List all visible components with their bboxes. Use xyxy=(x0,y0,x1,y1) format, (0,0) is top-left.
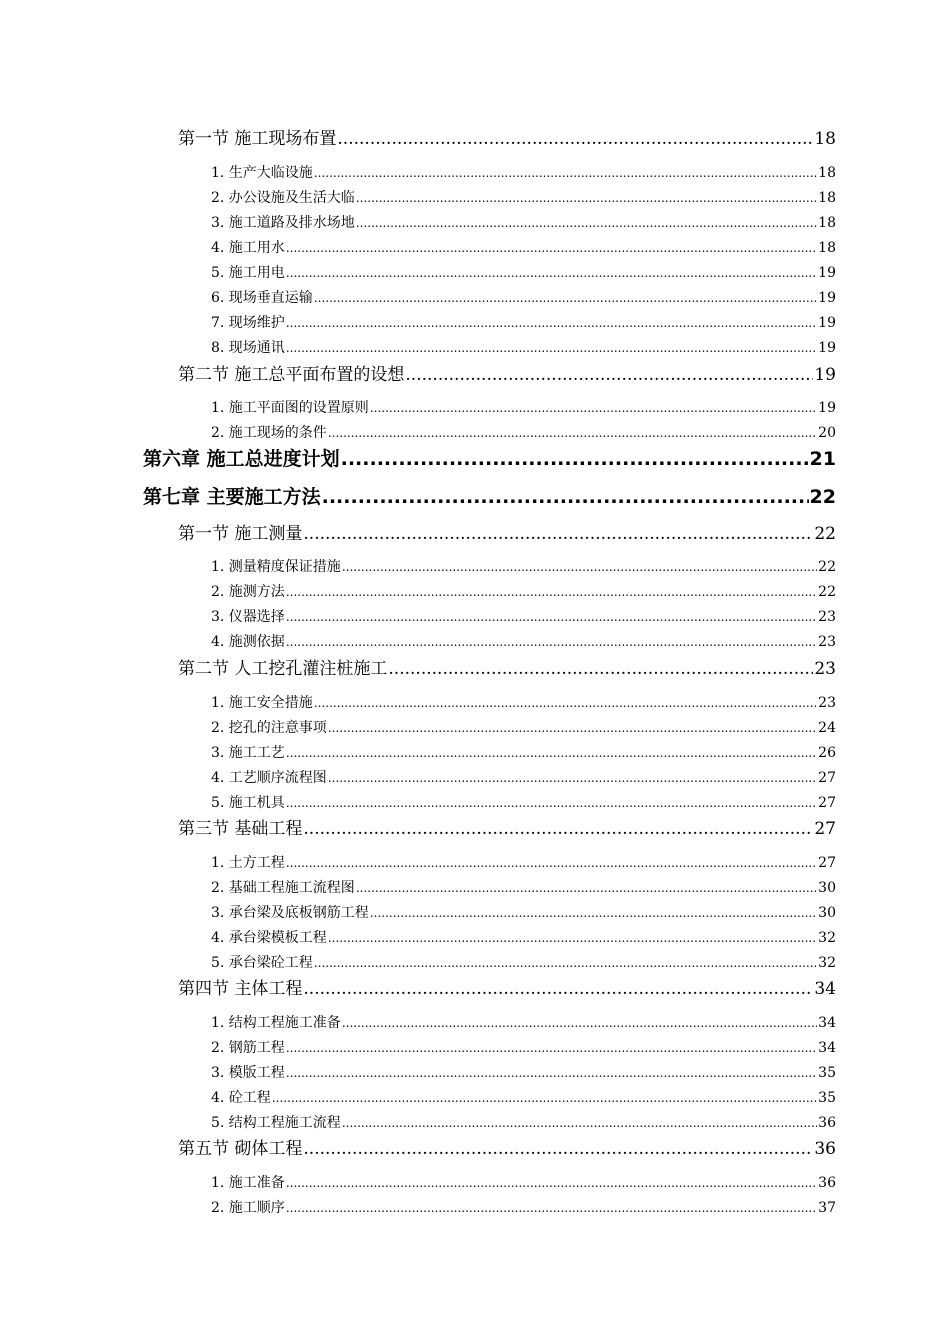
toc-page-number: 30 xyxy=(818,905,836,921)
toc-item-entry[interactable] xyxy=(211,1012,836,1032)
toc-page-number: 27 xyxy=(818,770,836,786)
toc-entry-title: 1. 结构工程施工准备 xyxy=(211,1015,341,1031)
toc-item-entry[interactable] xyxy=(211,312,836,332)
toc-item-entry[interactable] xyxy=(211,1087,836,1107)
toc-page-number: 22 xyxy=(818,584,836,600)
toc-item-entry[interactable] xyxy=(211,397,836,417)
toc-item-entry[interactable] xyxy=(211,237,836,257)
toc-page-number: 37 xyxy=(818,1200,836,1216)
dot-leader xyxy=(342,1015,817,1031)
toc-page-number: 27 xyxy=(818,855,836,871)
dot-leader xyxy=(303,979,813,999)
toc-page-number: 19 xyxy=(818,290,836,306)
toc-entry-title: 2. 挖孔的注意事项 xyxy=(211,720,327,736)
toc-page-number: 26 xyxy=(818,745,836,761)
toc-item-entry[interactable] xyxy=(211,767,836,787)
toc-entry-title: 第二节 人工挖孔灌注桩施工 xyxy=(178,659,388,679)
toc-entry-title: 5. 施工机具 xyxy=(211,795,285,811)
dot-leader xyxy=(286,340,817,356)
dot-leader xyxy=(322,486,809,508)
toc-item-entry[interactable] xyxy=(211,1197,836,1217)
dot-leader xyxy=(303,1139,813,1159)
toc-section-entry[interactable] xyxy=(178,974,836,999)
toc-item-entry[interactable] xyxy=(211,742,836,762)
toc-entry-title: 1. 施工安全措施 xyxy=(211,695,313,711)
toc-entry-title: 第一节 施工测量 xyxy=(178,524,303,544)
toc-item-entry[interactable] xyxy=(211,187,836,207)
toc-entry-title: 2. 基础工程施工流程图 xyxy=(211,880,355,896)
dot-leader xyxy=(328,770,817,786)
dot-leader xyxy=(286,634,817,650)
toc-entry-title: 1. 施工平面图的设置原则 xyxy=(211,400,369,416)
dot-leader xyxy=(286,240,817,256)
toc-entry-title: 第三节 基础工程 xyxy=(178,819,303,839)
toc-section-entry[interactable] xyxy=(178,124,836,149)
toc-item-entry[interactable] xyxy=(211,337,836,357)
toc-page-number: 19 xyxy=(818,315,836,331)
toc-page-number: 32 xyxy=(818,930,836,946)
toc-page-number: 36 xyxy=(814,1139,836,1159)
dot-leader xyxy=(314,165,817,181)
toc-page-number: 35 xyxy=(818,1065,836,1081)
toc-item-entry[interactable] xyxy=(211,1112,836,1132)
toc-entry-title: 3. 仪器选择 xyxy=(211,609,285,625)
toc-page-number: 24 xyxy=(818,720,836,736)
dot-leader xyxy=(286,315,817,331)
toc-entry-title: 第一节 施工现场布置 xyxy=(178,129,337,149)
toc-page-number: 20 xyxy=(818,425,836,441)
toc-page-number: 30 xyxy=(818,880,836,896)
toc-entry-title: 5. 施工用电 xyxy=(211,265,285,281)
dot-leader xyxy=(388,659,813,679)
toc-page-number: 36 xyxy=(818,1175,836,1191)
dot-leader xyxy=(286,795,817,811)
toc-page-number: 18 xyxy=(818,215,836,231)
toc-entry-title: 7. 现场维护 xyxy=(211,315,285,331)
toc-page-number: 18 xyxy=(818,165,836,181)
toc-page-number: 18 xyxy=(818,240,836,256)
dot-leader xyxy=(405,365,813,385)
toc-entry-title: 2. 施测方法 xyxy=(211,584,285,600)
toc-entry-title: 6. 现场垂直运输 xyxy=(211,290,313,306)
toc-entry-title: 4. 施测依据 xyxy=(211,634,285,650)
toc-entry-title: 4. 工艺顺序流程图 xyxy=(211,770,327,786)
dot-leader xyxy=(286,265,817,281)
dot-leader xyxy=(314,695,817,711)
toc-entry-title: 2. 施工顺序 xyxy=(211,1200,285,1216)
toc-page-number: 19 xyxy=(818,400,836,416)
dot-leader xyxy=(286,855,817,871)
toc-page-number: 27 xyxy=(814,819,836,839)
dot-leader xyxy=(286,609,817,625)
toc-entry-title: 第四节 主体工程 xyxy=(178,979,303,999)
dot-leader xyxy=(328,720,817,736)
toc-page-number: 35 xyxy=(818,1090,836,1106)
toc-page-number: 19 xyxy=(818,340,836,356)
toc-entry-title: 1. 土方工程 xyxy=(211,855,285,871)
dot-leader xyxy=(303,819,813,839)
toc-entry-title: 8. 现场通讯 xyxy=(211,340,285,356)
toc-chapter-entry[interactable] xyxy=(143,482,836,509)
dot-leader xyxy=(272,1090,817,1106)
toc-entry-title: 5. 结构工程施工流程 xyxy=(211,1115,341,1131)
toc-item-entry[interactable] xyxy=(211,852,836,872)
toc-entry-title: 3. 施工工艺 xyxy=(211,745,285,761)
toc-entry-title: 4. 砼工程 xyxy=(211,1090,271,1106)
dot-leader xyxy=(370,905,817,921)
toc-section-entry[interactable] xyxy=(178,360,836,385)
toc-page-number: 27 xyxy=(818,795,836,811)
dot-leader xyxy=(342,1115,817,1131)
dot-leader xyxy=(356,880,817,896)
toc-page-number: 36 xyxy=(818,1115,836,1131)
toc-item-entry[interactable] xyxy=(211,927,836,947)
dot-leader xyxy=(314,955,817,971)
toc-item-entry[interactable] xyxy=(211,262,836,282)
toc-section-entry[interactable] xyxy=(178,1134,836,1159)
toc-page-number: 23 xyxy=(818,695,836,711)
toc-page-number: 21 xyxy=(809,448,836,470)
dot-leader xyxy=(356,215,817,231)
toc-page-number: 34 xyxy=(818,1040,836,1056)
toc-item-entry[interactable] xyxy=(211,631,836,651)
toc-item-entry[interactable] xyxy=(211,212,836,232)
dot-leader xyxy=(328,425,817,441)
dot-leader xyxy=(328,930,817,946)
toc-section-entry[interactable] xyxy=(178,519,836,544)
toc-item-entry[interactable] xyxy=(211,692,836,712)
toc-entry-title: 2. 钢筋工程 xyxy=(211,1040,285,1056)
toc-page-number: 22 xyxy=(809,486,836,508)
toc-entry-title: 3. 模版工程 xyxy=(211,1065,285,1081)
dot-leader xyxy=(342,559,817,575)
dot-leader xyxy=(286,1040,817,1056)
dot-leader xyxy=(341,448,809,470)
toc-item-entry[interactable] xyxy=(211,717,836,737)
dot-leader xyxy=(286,1175,817,1191)
dot-leader xyxy=(303,524,813,544)
toc-page-number: 18 xyxy=(818,190,836,206)
toc-section-entry[interactable] xyxy=(178,814,836,839)
toc-item-entry[interactable] xyxy=(211,877,836,897)
toc-item-entry[interactable] xyxy=(211,556,836,576)
toc-entry-title: 4. 承台梁模板工程 xyxy=(211,930,327,946)
toc-item-entry[interactable] xyxy=(211,902,836,922)
toc-page-number: 19 xyxy=(814,365,836,385)
dot-leader xyxy=(286,1200,817,1216)
toc-item-entry[interactable] xyxy=(211,162,836,182)
toc-item-entry[interactable] xyxy=(211,952,836,972)
dot-leader xyxy=(356,190,817,206)
toc-item-entry[interactable] xyxy=(211,606,836,626)
toc-page-number: 18 xyxy=(814,129,836,149)
toc-page-number: 23 xyxy=(818,634,836,650)
toc-entry-title: 1. 测量精度保证措施 xyxy=(211,559,341,575)
dot-leader xyxy=(286,745,817,761)
toc-entry-title: 1. 生产大临设施 xyxy=(211,165,313,181)
dot-leader xyxy=(286,584,817,600)
toc-entry-title: 第五节 砌体工程 xyxy=(178,1139,303,1159)
toc-entry-title: 2. 办公设施及生活大临 xyxy=(211,190,355,206)
dot-leader xyxy=(286,1065,817,1081)
toc-entry-title: 2. 施工现场的条件 xyxy=(211,425,327,441)
toc-entry-title: 3. 承台梁及底板钢筋工程 xyxy=(211,905,369,921)
toc-entry-title: 1. 施工准备 xyxy=(211,1175,285,1191)
toc-page-number: 22 xyxy=(818,559,836,575)
toc-item-entry[interactable] xyxy=(211,1037,836,1057)
toc-item-entry[interactable] xyxy=(211,581,836,601)
toc-entry-title: 5. 承台梁砼工程 xyxy=(211,955,313,971)
toc-page-number: 32 xyxy=(818,955,836,971)
toc-item-entry[interactable] xyxy=(211,1172,836,1192)
toc-item-entry[interactable] xyxy=(211,422,836,442)
toc-section-entry[interactable] xyxy=(178,654,836,679)
toc-item-entry[interactable] xyxy=(211,287,836,307)
toc-page-number: 34 xyxy=(814,979,836,999)
toc-entry-title: 第二节 施工总平面布置的设想 xyxy=(178,365,405,385)
toc-entry-title: 第六章 施工总进度计划 xyxy=(143,448,340,470)
toc-item-entry[interactable] xyxy=(211,792,836,812)
dot-leader xyxy=(370,400,817,416)
dot-leader xyxy=(314,290,817,306)
toc-chapter-entry[interactable] xyxy=(143,444,836,471)
toc-item-entry[interactable] xyxy=(211,1062,836,1082)
toc-page-number: 23 xyxy=(818,609,836,625)
toc-page-number: 23 xyxy=(814,659,836,679)
toc-entry-title: 3. 施工道路及排水场地 xyxy=(211,215,355,231)
dot-leader xyxy=(337,129,813,149)
toc-page-number: 22 xyxy=(814,524,836,544)
toc-entry-title: 第七章 主要施工方法 xyxy=(143,486,321,508)
toc-page-number: 19 xyxy=(818,265,836,281)
toc-entry-title: 4. 施工用水 xyxy=(211,240,285,256)
toc-page-number: 34 xyxy=(818,1015,836,1031)
